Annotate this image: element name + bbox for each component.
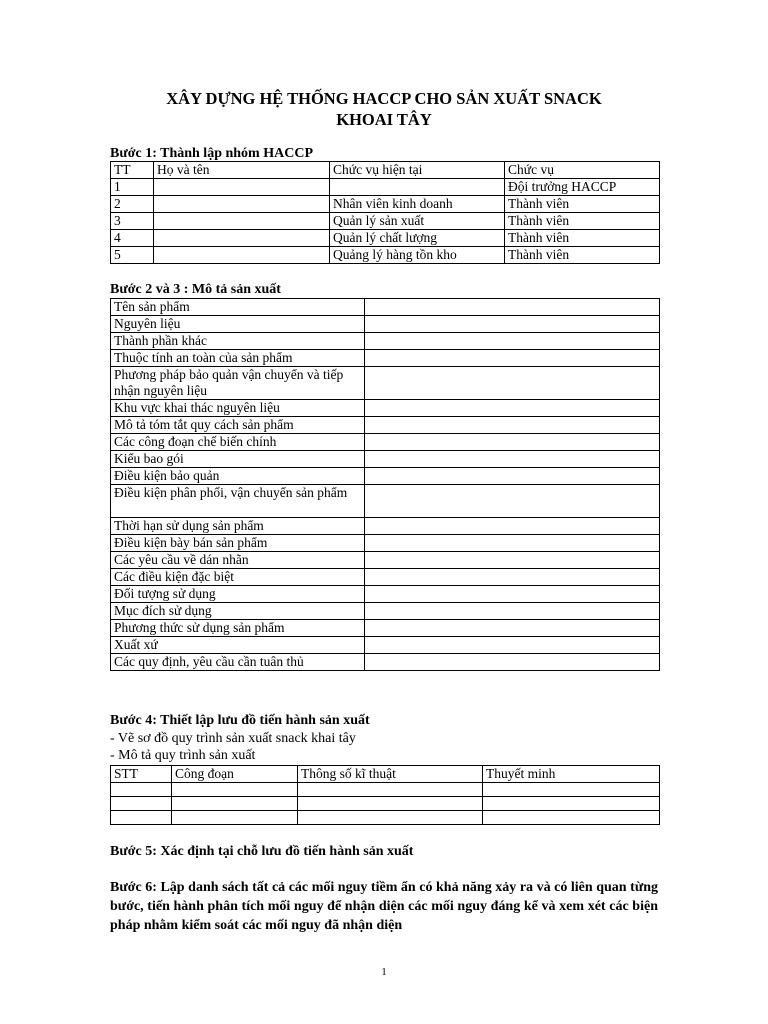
table-row	[111, 535, 660, 552]
column-header: Thông số kĩ thuật	[298, 766, 483, 783]
row-value	[365, 417, 660, 434]
row-value	[365, 468, 660, 485]
column-header: Chức vụ hiện tại	[330, 162, 505, 179]
document-title	[0, 88, 768, 130]
row-label: Xuất xứ	[111, 637, 365, 654]
row-label: Thuộc tính an toàn của sản phẩm	[111, 350, 365, 367]
table-cell: Nhân viên kinh doanh	[330, 196, 505, 213]
step5-heading: Bước 5: Xác định tại chỗ lưu đồ tiến hành sản xuất	[110, 844, 414, 859]
table-row	[111, 654, 660, 671]
table-row	[111, 569, 660, 586]
table-row	[111, 179, 660, 196]
process-description-table	[110, 765, 660, 825]
haccp-team-table	[110, 161, 660, 264]
table-row	[111, 811, 660, 825]
table-cell	[154, 179, 330, 196]
row-value	[365, 535, 660, 552]
table-cell: Thành viên	[505, 247, 660, 264]
table-row	[111, 230, 660, 247]
row-label: Phương pháp bảo quản vận chuyển và tiếp nhận nguyên liệu	[111, 367, 365, 400]
column-header: Họ và tên	[154, 162, 330, 179]
table-cell	[154, 196, 330, 213]
row-value	[365, 367, 660, 400]
table-row	[111, 367, 660, 400]
table-cell	[172, 797, 298, 811]
row-value	[365, 620, 660, 637]
product-description-table	[110, 298, 660, 671]
step4-line-2: - Mô tả quy trình sản xuất	[110, 748, 256, 763]
table-cell	[298, 783, 483, 797]
row-value	[365, 333, 660, 350]
table-row	[111, 783, 660, 797]
row-label: Các điều kiện đặc biệt	[111, 569, 365, 586]
table-cell	[483, 783, 660, 797]
table-row	[111, 417, 660, 434]
row-label: Mô tả tóm tắt quy cách sản phẩm	[111, 417, 365, 434]
table-cell: Thành viên	[505, 196, 660, 213]
column-header: Chức vụ	[505, 162, 660, 179]
table-cell	[298, 811, 483, 825]
row-value	[365, 637, 660, 654]
table-row	[111, 400, 660, 417]
row-value	[365, 350, 660, 367]
table-cell	[111, 783, 172, 797]
table-row	[111, 213, 660, 230]
table-cell	[154, 213, 330, 230]
row-label: Các công đoạn chế biến chính	[111, 434, 365, 451]
table-cell	[483, 797, 660, 811]
table-cell	[172, 811, 298, 825]
table-row	[111, 797, 660, 811]
table-row	[111, 485, 660, 518]
row-value	[365, 518, 660, 535]
table-cell: Đội trưởng HACCP	[505, 179, 660, 196]
column-header: Thuyết minh	[483, 766, 660, 783]
table-cell	[298, 797, 483, 811]
column-header: Công đoạn	[172, 766, 298, 783]
table-row	[111, 299, 660, 316]
row-value	[365, 603, 660, 620]
row-label: Khu vực khai thác nguyên liệu	[111, 400, 365, 417]
table-header-row	[111, 766, 660, 783]
table-cell: 1	[111, 179, 154, 196]
row-label: Điều kiện bày bán sản phẩm	[111, 535, 365, 552]
table-cell: 5	[111, 247, 154, 264]
row-label: Thành phần khác	[111, 333, 365, 350]
row-label: Điều kiện phân phối, vận chuyển sản phẩm	[111, 485, 365, 518]
title-line-2: KHOAI TÂY	[336, 110, 432, 129]
table-cell: Quản lý chất lượng	[330, 230, 505, 247]
row-value	[365, 654, 660, 671]
row-label: Phương thức sử dụng sản phẩm	[111, 620, 365, 637]
table-row	[111, 603, 660, 620]
row-value	[365, 451, 660, 468]
row-label: Nguyên liệu	[111, 316, 365, 333]
table-row	[111, 434, 660, 451]
table-row	[111, 316, 660, 333]
page-number: 1	[381, 966, 387, 978]
step1-heading: Bước 1: Thành lập nhóm HACCP	[110, 146, 313, 161]
row-label: Các quy định, yêu cầu cần tuân thủ	[111, 654, 365, 671]
row-label: Đối tượng sử dụng	[111, 586, 365, 603]
step4-heading: Bước 4: Thiết lập lưu đồ tiến hành sản xuất	[110, 713, 370, 728]
table-row	[111, 451, 660, 468]
table-row	[111, 637, 660, 654]
row-value	[365, 569, 660, 586]
table-cell	[172, 783, 298, 797]
row-label: Kiểu bao gói	[111, 451, 365, 468]
table-row	[111, 620, 660, 637]
row-label: Tên sản phẩm	[111, 299, 365, 316]
row-label: Mục đích sử dụng	[111, 603, 365, 620]
table-cell: Quảng lý hàng tồn kho	[330, 247, 505, 264]
row-value	[365, 400, 660, 417]
row-value	[365, 552, 660, 569]
table-row	[111, 350, 660, 367]
table-row	[111, 333, 660, 350]
table-cell	[111, 811, 172, 825]
table-cell: 3	[111, 213, 154, 230]
table-cell: 2	[111, 196, 154, 213]
row-label: Điều kiện bảo quản	[111, 468, 365, 485]
row-value	[365, 299, 660, 316]
table-cell	[111, 797, 172, 811]
table-row	[111, 518, 660, 535]
table-cell	[483, 811, 660, 825]
step6-paragraph: Bước 6: Lập danh sách tất cả các mối nguy tiềm ẩn có khả năng xảy ra và có liên quan từng bước, tiến hành phân tích mối nguy để nhận diện các mối nguy đáng kể và xem xét các biện pháp nhằm kiểm soát các mối nguy đã nhận diện	[110, 880, 658, 933]
table-cell: Thành viên	[505, 213, 660, 230]
table-row	[111, 247, 660, 264]
row-label: Thời hạn sử dụng sản phẩm	[111, 518, 365, 535]
column-header: TT	[111, 162, 154, 179]
table-cell	[154, 230, 330, 247]
table-row	[111, 196, 660, 213]
step23-heading: Bước 2 và 3 : Mô tả sản xuất	[110, 282, 281, 297]
table-row	[111, 586, 660, 603]
table-cell	[330, 179, 505, 196]
table-cell: Quản lý sản xuất	[330, 213, 505, 230]
table-cell: 4	[111, 230, 154, 247]
row-label: Các yêu cầu về dán nhãn	[111, 552, 365, 569]
row-value	[365, 586, 660, 603]
step4-line-1: - Vẽ sơ đồ quy trình sản xuất snack khai tây	[110, 731, 356, 746]
table-header-row	[111, 162, 660, 179]
table-row	[111, 468, 660, 485]
row-value	[365, 316, 660, 333]
column-header: STT	[111, 766, 172, 783]
table-cell	[154, 247, 330, 264]
row-value	[365, 485, 660, 518]
title-line-1: XÂY DỰNG HỆ THỐNG HACCP CHO SẢN XUẤT SNACK	[166, 89, 602, 108]
row-value	[365, 434, 660, 451]
table-row	[111, 552, 660, 569]
table-cell: Thành viên	[505, 230, 660, 247]
